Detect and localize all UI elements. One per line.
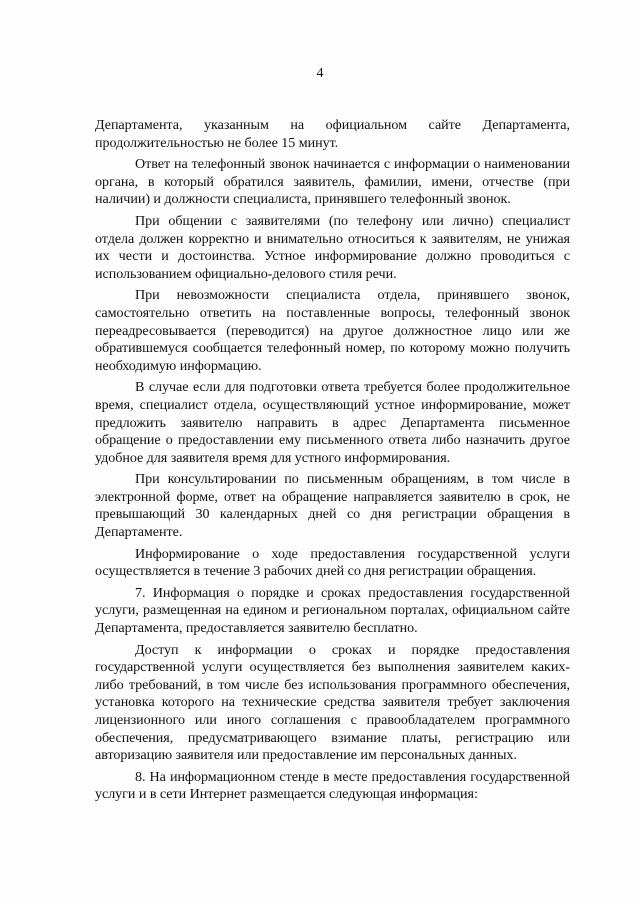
paragraph-communication: При общении с заявителями (по телефону или лично) специалист отдела должен корректно и внимательно относиться к заявителям, не унижая их чести и достоинства. Устное информирование должно проводиться с использованием официально-делового стиля речи. <box>95 212 570 282</box>
paragraph-progress-info: Информирование о ходе предоставления государственной услуги осуществляется в течение 3 рабочих дней со дня регистрации обращения. <box>95 545 570 580</box>
document-body <box>95 117 570 808</box>
paragraph-longer-time: В случае если для подготовки ответа требуется более продолжительное время, специалист отдела, осуществляющий устное информирование, может предложить заявителю направить в адрес Департамента письменное обращение о предоставлении ему письменного ответа либо назначить другое удобное для заявителя время для устного информирования. <box>95 379 570 466</box>
paragraph-call-redirect: При невозможности специалиста отдела, принявшего звонок, самостоятельно ответить на поставленные вопросы, телефонный звонок переадресовывается (переводится) на другое должностное лицо или же обратившемуся сообщается телефонный номер, по которому можно получить необходимую информацию. <box>95 287 570 374</box>
paragraph-phone-answer: Ответ на телефонный звонок начинается с информации о наименовании органа, в который обратился заявитель, фамилии, имени, отчестве (при наличии) и должности специалиста, принявшего телефонный звонок. <box>95 156 570 208</box>
paragraph-item-7: 7. Информация о порядке и сроках предоставления государственной услуги, размещенная на едином и региональном порталах, официальном сайте Департамента, предоставляется заявителю бесплатно. <box>95 584 570 637</box>
paragraph-item-8: 8. На информационном стенде в месте предоставления государственной услуги и в сети Интернет размещается следующая информация: <box>95 768 570 803</box>
paragraph-continuation: Департамента, указанным на официальном сайте Департамента, продолжительностью не более 15 минут. <box>95 117 570 151</box>
paragraph-written-requests: При консультировании по письменным обращениям, в том числе в электронной форме, ответ на обращение направляется заявителю в срок, не превышающий 30 календарных дней со дня регистрации обращения в Департаменте. <box>95 471 570 541</box>
paragraph-access: Доступ к информации о сроках и порядке предоставления государственной услуги осуществляется без выполнения заявителем каких-либо требований, в том числе без использования программного обеспечения, установка которого на технические средства заявителя требует заключения лицензионного или иного соглашения с правообладателем программного обеспечения, предусматривающего взимание платы, регистрацию или авторизацию заявителя или предоставление им персональных данных. <box>95 641 570 764</box>
page-number: 4 <box>316 66 324 81</box>
